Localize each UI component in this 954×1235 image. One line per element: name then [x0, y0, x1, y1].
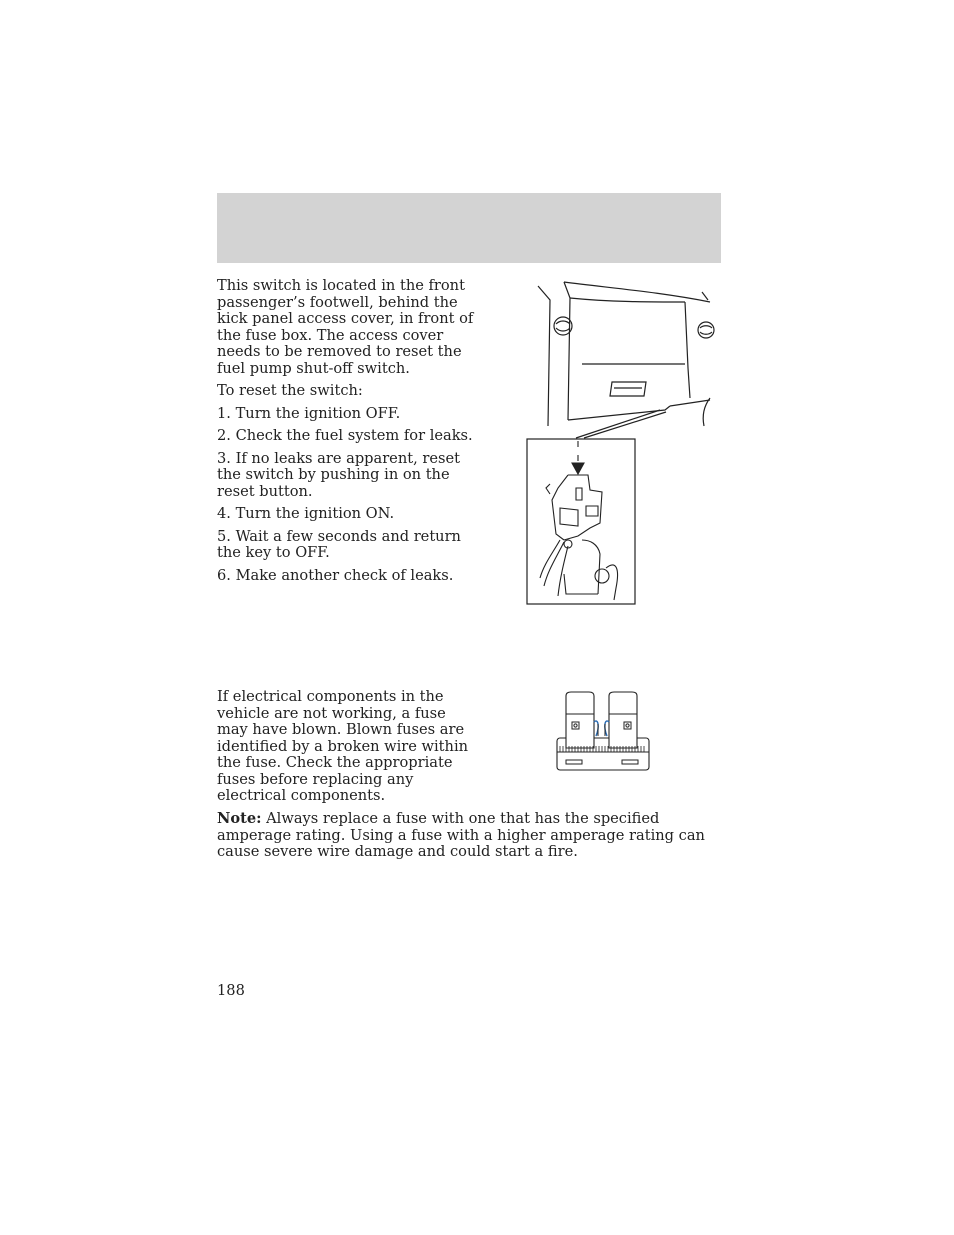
note-paragraph: [217, 811, 723, 861]
reset-intro: To reset the switch:: [217, 382, 363, 399]
note-label: Note:: [217, 810, 262, 827]
step-item: 2. Check the fuel system for leaks.: [217, 427, 473, 444]
step-item: 1. Turn the ignition OFF.: [217, 404, 401, 422]
fuses-paragraph: If electrical components in the vehicle are not working, a fuse may have blown. Blown fuses are identified by a broken wire within the fuse. Check the appropriate fuses before replacing any electrical components.: [217, 688, 469, 804]
fuel-pump-switch-instructions: [217, 278, 475, 590]
step-item: 3. If no leaks are apparent, reset the switch by pushing in on the reset button.: [217, 449, 460, 500]
step-item: 6. Make another check of leaks.: [217, 566, 454, 584]
note-text: Always replace a fuse with one that has the specified amperage rating. Using a fuse with a higher amperage rating can cause severe wire damage and could start a fire.: [217, 810, 705, 860]
step-item: 5. Wait a few seconds and return the key to OFF.: [217, 527, 461, 561]
page-number: 188: [217, 982, 245, 999]
step-item: 4. Turn the ignition ON.: [217, 505, 395, 522]
section-header-band: [217, 193, 721, 263]
intro-paragraph: This switch is located in the front passenger’s footwell, behind the kick panel access cover, in front of the fuse box. The access cover needs to be removed to reset the fuel pump shut-off switch.: [217, 277, 474, 377]
fuses-section: [217, 689, 469, 811]
footwell-illustration: [520, 278, 720, 608]
fuse-illustration: [556, 690, 650, 772]
